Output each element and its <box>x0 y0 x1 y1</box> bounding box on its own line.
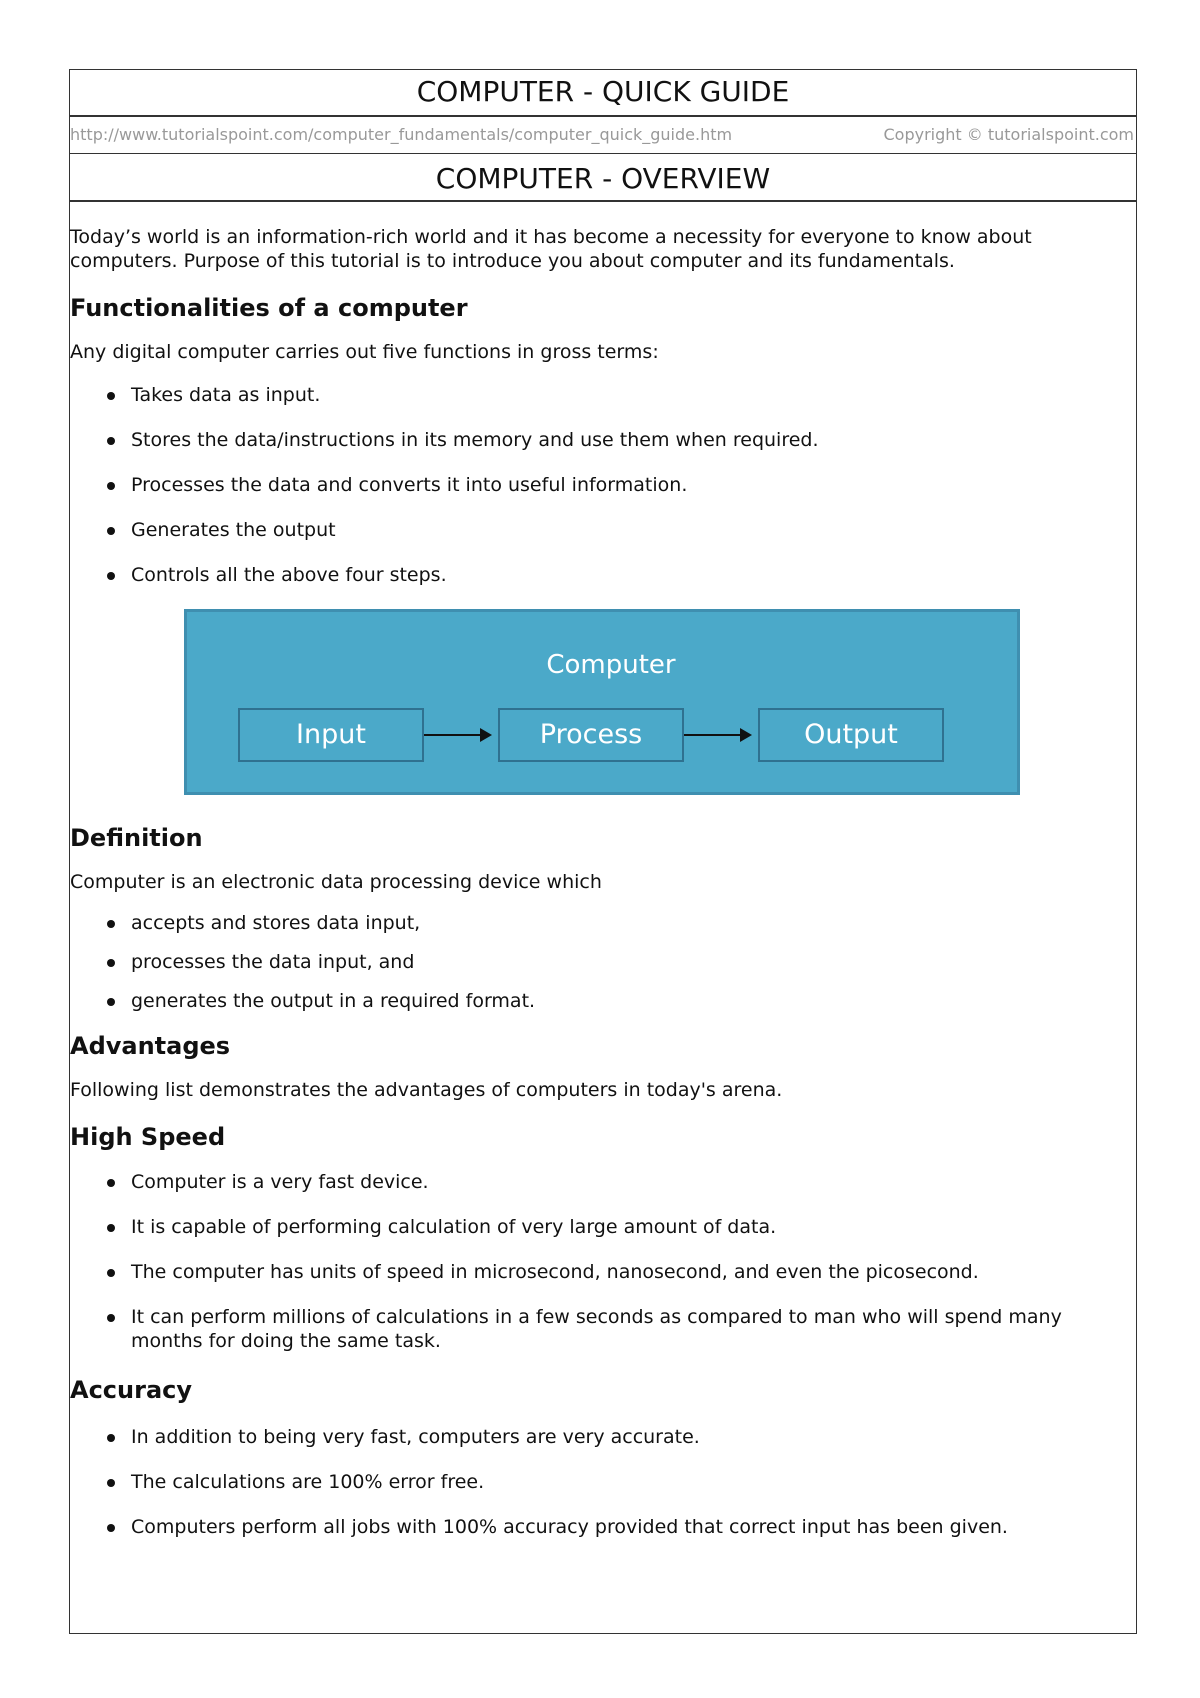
diagram-title: Computer <box>546 650 676 680</box>
list-item: accepts and stores data input, <box>131 911 1136 935</box>
intro-paragraph: Today’s world is an information-rich world and it has become a necessity for everyone to know about computers. Purpose of this tutorial is to introduce you about computer and its fundamentals. <box>70 226 1032 272</box>
diagram-output-box: Output <box>758 708 944 762</box>
arrow-icon <box>684 734 750 736</box>
document-page <box>69 69 1137 1634</box>
list-item: Takes data as input. <box>131 383 1136 407</box>
high-speed-list <box>70 1170 1136 1353</box>
list-item: The computer has units of speed in microsecond, nanosecond, and even the picosecond. <box>131 1260 1136 1284</box>
document-title: COMPUTER - QUICK GUIDE <box>70 70 1136 117</box>
list-item: processes the data input, and <box>131 950 1136 974</box>
accuracy-heading: Accuracy <box>70 1376 193 1404</box>
diagram-input-box: Input <box>238 708 424 762</box>
list-item: It can perform millions of calculations in a few seconds as compared to man who will spend many months for doing the same task. <box>131 1305 1136 1353</box>
chapter-title: COMPUTER - OVERVIEW <box>70 153 1136 202</box>
list-item: Computer is a very fast device. <box>131 1170 1136 1194</box>
list-item: Processes the data and converts it into useful information. <box>131 473 1136 497</box>
high-speed-heading: High Speed <box>70 1123 226 1151</box>
advantages-heading: Advantages <box>70 1032 231 1060</box>
copyright-notice: Copyright © tutorialspoint.com <box>883 125 1134 144</box>
diagram-process-box: Process <box>498 708 684 762</box>
functionalities-lead: Any digital computer carries out five functions in gross terms: <box>70 341 659 363</box>
accuracy-list <box>70 1425 1136 1539</box>
list-item: It is capable of performing calculation of very large amount of data. <box>131 1215 1136 1239</box>
source-row <box>70 117 1136 153</box>
list-item: Computers perform all jobs with 100% accuracy provided that correct input has been given. <box>131 1515 1136 1539</box>
list-item: In addition to being very fast, computers are very accurate. <box>131 1425 1136 1449</box>
definition-heading: Definition <box>70 824 203 852</box>
list-item: generates the output in a required format. <box>131 989 1136 1013</box>
arrow-icon <box>424 734 490 736</box>
functionalities-list <box>70 383 1136 587</box>
list-item: Generates the output <box>131 518 1136 542</box>
functionalities-heading: Functionalities of a computer <box>70 294 468 322</box>
source-url-link[interactable]: http://www.tutorialspoint.com/computer_fundamentals/computer_quick_guide.htm <box>70 125 733 144</box>
advantages-lead: Following list demonstrates the advantages of computers in today's arena. <box>70 1079 783 1101</box>
list-item: Stores the data/instructions in its memory and use them when required. <box>131 428 1136 452</box>
computer-diagram <box>184 609 1020 795</box>
definition-list <box>70 911 1136 1013</box>
document-content <box>70 225 1136 1539</box>
list-item: The calculations are 100% error free. <box>131 1470 1136 1494</box>
list-item: Controls all the above four steps. <box>131 563 1136 587</box>
definition-lead: Computer is an electronic data processing device which <box>70 871 602 893</box>
